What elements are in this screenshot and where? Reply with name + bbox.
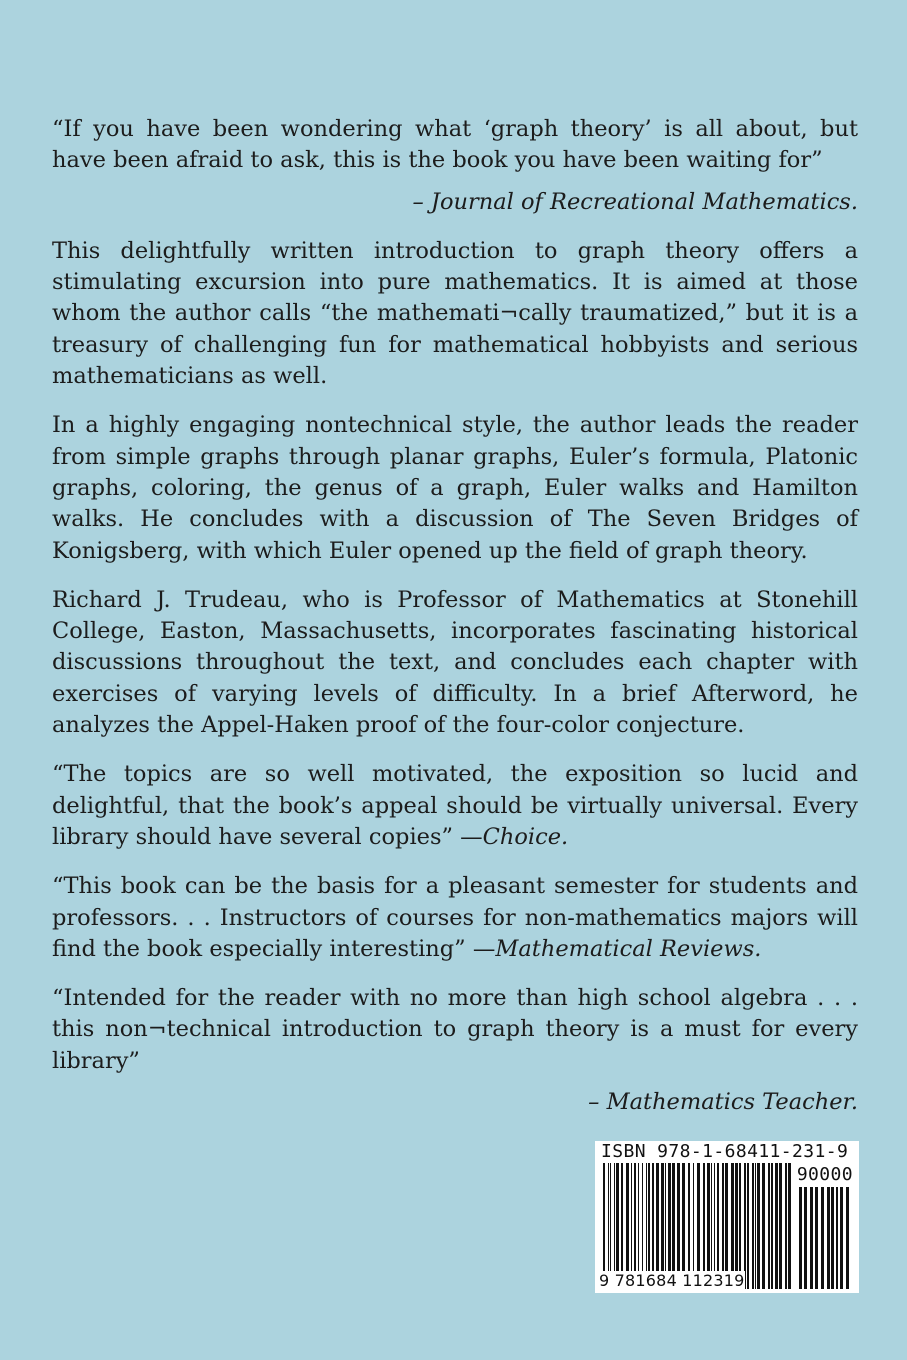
attribution-source: Choice. — [482, 823, 569, 850]
barcode-bar — [779, 1163, 782, 1289]
barcode-bar — [775, 1163, 778, 1289]
quote-text: “This book can be the basis for a pleasant semester for students and professors. . . Instructors of courses for non-mathematics majors will find the book especially interesting” — — [52, 873, 858, 962]
quote-text: “The topics are so well motivated, the exposition so lucid and delightful, that the book’s appeal should be virtually universal. Every library should have several copies” — — [52, 761, 858, 850]
quote-journal-recreational-math — [52, 114, 858, 177]
barcode-bar — [836, 1187, 838, 1289]
barcode-bar — [757, 1163, 760, 1289]
barcode-bar — [821, 1187, 824, 1289]
quote-choice — [52, 759, 858, 853]
barcode-bar — [788, 1163, 791, 1289]
barcode-bar — [810, 1187, 813, 1289]
barcode-bar — [846, 1187, 849, 1289]
barcode-bar — [799, 1187, 802, 1289]
quote-mathematical-reviews — [52, 871, 858, 965]
barcode-bar — [747, 1163, 749, 1289]
barcode-bar — [771, 1163, 773, 1289]
barcode-bar — [840, 1187, 843, 1289]
barcode-bar — [755, 1163, 756, 1289]
back-cover-text — [52, 114, 858, 1136]
isbn-number: ISBN 978-1-68411-231-9 — [601, 1141, 849, 1162]
barcode-bar — [752, 1163, 754, 1289]
author-paragraph: Richard J. Trudeau, who is Professor of Mathematics at Stonehill College, Easton, Massachusetts, incorporates fascinating historical discussions throughout the text, and concludes each chapter with exercises of varying levels of difficulty. In a brief Afterword, he analyzes the Appel-Haken proof of the four-color conjecture. — [52, 586, 858, 739]
attribution-source: – Journal of Recreational Mathematics. — [412, 188, 858, 215]
isbn-barcode — [595, 1141, 859, 1293]
price-code: 90000 — [796, 1164, 853, 1185]
barcode-bar — [827, 1187, 830, 1289]
attribution-source: – Mathematics Teacher. — [588, 1089, 858, 1116]
barcode-bar — [762, 1163, 765, 1289]
barcode-bar — [785, 1163, 787, 1289]
quote-mathematics-teacher — [52, 983, 858, 1077]
content-paragraph: In a highly engaging nontechnical style, the author leads the reader from simple graphs through planar graphs, Euler’s formula, Platonic graphs, coloring, the genus of a graph, Euler walks and Hamilton walks. He concludes with a discussion of The Seven Bridges of Konigsberg, with which Euler opened up the field of graph theory. — [52, 412, 858, 564]
attribution-source: Mathematical Reviews. — [495, 935, 762, 962]
barcode-bar — [815, 1187, 818, 1289]
quote-attribution — [52, 1087, 858, 1118]
barcode-bar — [768, 1163, 770, 1289]
description-paragraph: This delightfully written introduction to graph theory offers a stimulating excursion into pure mathematics. It is aimed at those whom the author calls “the mathemati¬cally traumatized,” but it is a treasury of challenging fun for mathematical hobbyists and serious mathematicians as well. — [52, 237, 858, 390]
barcode-bar — [804, 1187, 807, 1289]
quote-text: “If you have been wondering what ‘graph theory’ is all about, but have been afraid to ask, this is the book you have been waiting for” — [52, 116, 858, 174]
ean-digits: 9 781684 112319 — [599, 1271, 745, 1290]
barcode-bar — [831, 1187, 834, 1289]
quote-attribution — [52, 187, 858, 218]
quote-text: “Intended for the reader with no more than high school algebra . . . this non¬technical introduction to graph theory is a must for every library” — [52, 985, 858, 1074]
